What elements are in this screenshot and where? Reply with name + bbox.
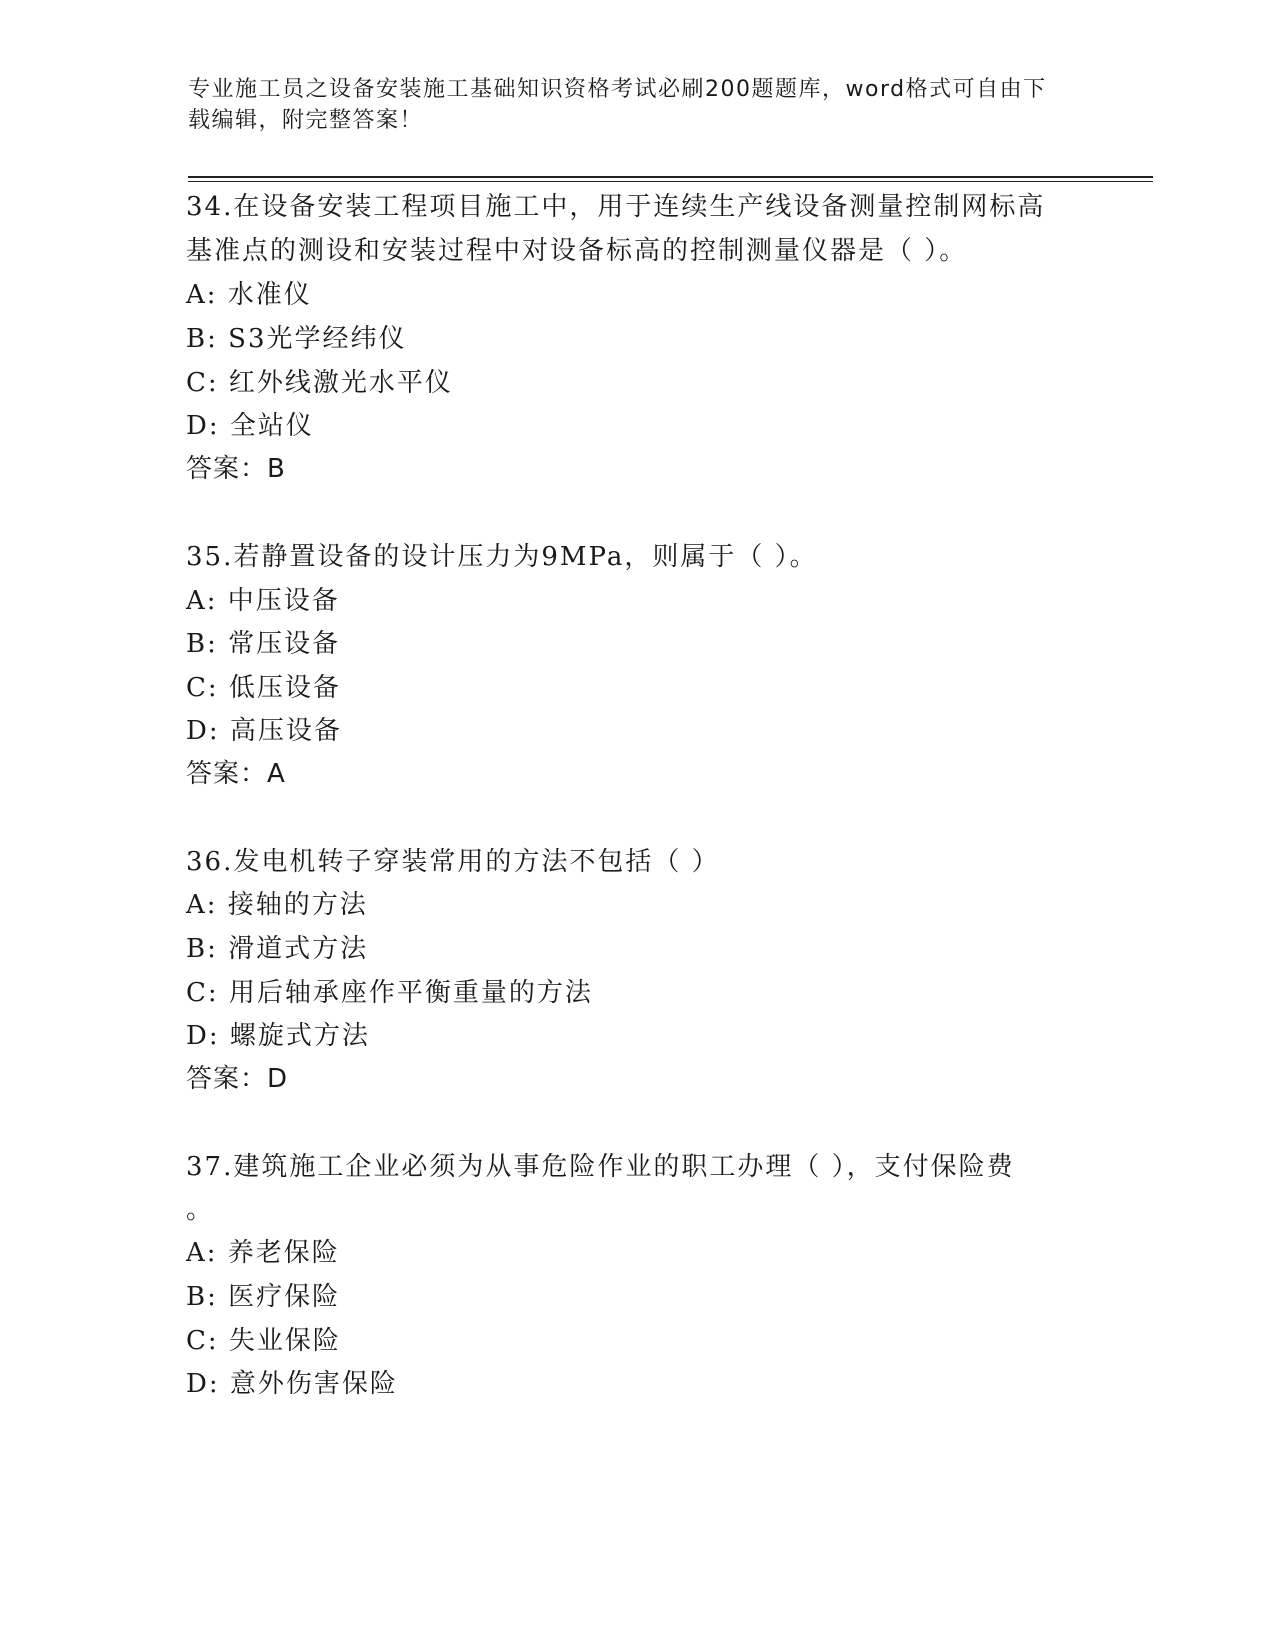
question-35-option-c: C: 低压设备: [186, 673, 341, 703]
question-34-option-c: C: 红外线激光水平仪: [186, 368, 453, 398]
question-37-option-a: A: 养老保险: [186, 1238, 340, 1268]
question-35-option-a: A: 中压设备: [186, 586, 340, 616]
question-36-answer: 答案：D: [186, 1064, 289, 1094]
header-rule-thick: [188, 176, 1153, 178]
question-37-option-d: D: 意外伤害保险: [186, 1369, 398, 1399]
question-36-option-b: B: 滑道式方法: [186, 934, 369, 964]
question-35-option-d: D: 高压设备: [186, 716, 342, 746]
question-34-answer: 答案：B: [186, 454, 286, 484]
question-35-answer: 答案：A: [186, 759, 286, 789]
question-36-option-c: C: 用后轴承座作平衡重量的方法: [186, 978, 593, 1008]
document-header: 专业施工员之设备安装施工基础知识资格考试必刷200题题库，word格式可自由下载编辑，附完整答案！: [188, 77, 1047, 133]
question-36-option-d: D: 螺旋式方法: [186, 1021, 370, 1051]
question-36-text-line-1: 36.发电机转子穿装常用的方法不包括（ ）: [186, 847, 720, 877]
question-34-option-b: B: S3光学经纬仪: [186, 324, 407, 354]
question-35-option-b: B: 常压设备: [186, 629, 341, 659]
question-37-text-line-2: 。: [186, 1195, 215, 1225]
question-37-text-line-1: 37.建筑施工企业必须为从事危险作业的职工办理（ ），支付保险费: [186, 1152, 1015, 1182]
header-rule-thin: [188, 181, 1153, 182]
question-34-text-line-2: 基准点的测设和安装过程中对设备标高的控制测量仪器是（ ）。: [186, 236, 968, 266]
question-34-option-a: A: 水准仪: [186, 280, 312, 310]
question-37-option-c: C: 失业保险: [186, 1326, 341, 1356]
question-35-text-line-1: 35.若静置设备的设计压力为9MPa，则属于（ ）。: [186, 542, 818, 572]
question-37-option-b: B: 医疗保险: [186, 1282, 341, 1312]
question-36-option-a: A: 接轴的方法: [186, 890, 368, 920]
question-34-option-d: D: 全站仪: [186, 411, 314, 441]
question-34-text-line-1: 34.在设备安装工程项目施工中，用于连续生产线设备测量控制网标高: [186, 192, 1046, 222]
